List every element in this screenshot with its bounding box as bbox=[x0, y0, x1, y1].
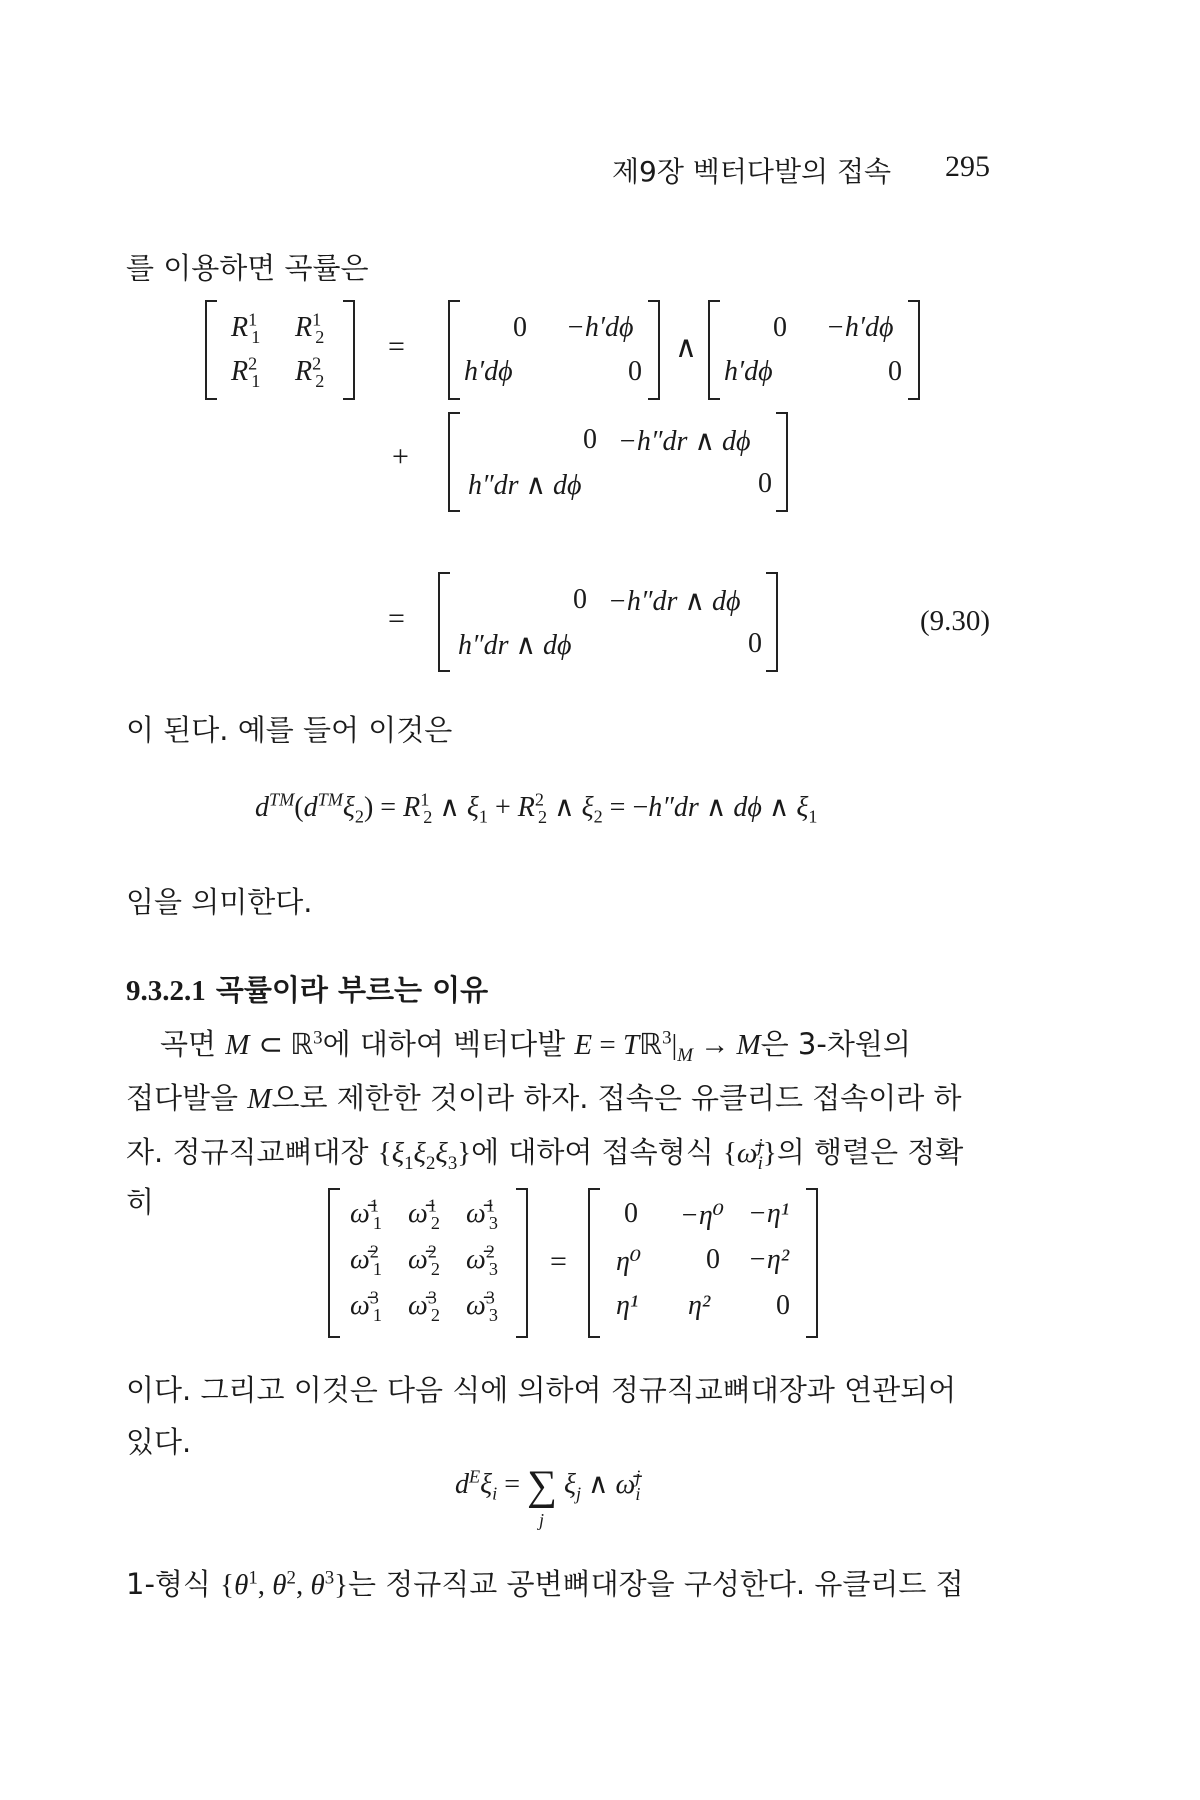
matrix-cell: −h″dr ∧ dϕ bbox=[618, 426, 751, 457]
eta-cell: 0 bbox=[706, 1244, 720, 1275]
omega-matrix bbox=[328, 1188, 528, 1338]
omega-cell: ω̄$^2_3$ bbox=[466, 1241, 498, 1279]
section-heading bbox=[126, 968, 488, 1009]
omega-cell: ω̄$^1_3$ bbox=[466, 1195, 498, 1233]
matrix-cell: h′dϕ bbox=[724, 356, 773, 387]
sum-equation: $d^E\xi_i$ = ∑ j $\xi_j$ ∧ ω̄$^j_i$ bbox=[455, 1463, 641, 1530]
omega-cell: ω̄$^3_3$ bbox=[466, 1287, 498, 1325]
equals-sign: = bbox=[388, 602, 405, 635]
eta-cell: 0 bbox=[776, 1290, 790, 1321]
paragraph-coframe: 1-형식 {$\theta^1$, $\theta^2$, $\theta^3$}는 정규직교 공변뼈대장을 구성한다. 유클리드 접 bbox=[126, 1567, 964, 1601]
wedge-operator: ∧ bbox=[675, 331, 697, 364]
matrix-cell: h″dr ∧ dϕ bbox=[468, 470, 582, 501]
paragraph-intro: 를 이용하면 곡률은 bbox=[126, 251, 369, 285]
section-number: 9.3.2.1 bbox=[126, 975, 206, 1007]
omega-cell: ω̄$^1_2$ bbox=[408, 1195, 440, 1233]
lhs-matrix bbox=[205, 300, 355, 400]
eta-cell: η² bbox=[688, 1290, 711, 1321]
matrix-cell: 0 bbox=[773, 312, 787, 343]
plus-sign: + bbox=[392, 440, 409, 473]
section-line-1: 곡면 M ⊂ ℝ$^3$에 대하여 벡터다발 $E = Tℝ^3|_M \to M$은 3-차원의 bbox=[160, 1027, 911, 1066]
section-line-4: 히 bbox=[126, 1185, 155, 1219]
omega-cell: ω̄$^2_1$ bbox=[350, 1241, 382, 1279]
omega-cell: ω̄$^2_2$ bbox=[408, 1241, 440, 1279]
section-title: 곡률이라 부르는 이유 bbox=[215, 973, 489, 1007]
page-number: 295 bbox=[945, 150, 990, 183]
eta-cell: η⁰ bbox=[616, 1246, 642, 1277]
matrix-b bbox=[708, 300, 920, 400]
section-line-3: 자. 정규직교뼈대장 $\{\xi_1\xi_2\xi_3\}$에 대하여 접속형식 {ω̄$^j_i$}의 행렬은 정확 bbox=[126, 1135, 964, 1174]
paragraph-example: 이 된다. 예를 들어 이것은 bbox=[126, 713, 453, 747]
matrix-cell: h′dϕ bbox=[464, 356, 513, 387]
matrix-cell: −h′dϕ bbox=[826, 312, 894, 343]
matrix-cell: 0 bbox=[748, 628, 762, 659]
matrix-cell: $R^1_2$ bbox=[295, 309, 325, 347]
omega-cell: ω̄$^3_2$ bbox=[408, 1287, 440, 1325]
eta-matrix bbox=[588, 1188, 818, 1338]
matrix-cell: −h′dϕ bbox=[566, 312, 634, 343]
result-matrix bbox=[438, 572, 778, 672]
running-header bbox=[612, 150, 891, 190]
matrix-cell: 0 bbox=[628, 356, 642, 387]
eta-cell: −η² bbox=[748, 1244, 790, 1275]
omega-cell: ω̄$^3_1$ bbox=[350, 1287, 382, 1325]
matrix-cell: $R^2_2$ bbox=[295, 353, 325, 391]
matrix-a bbox=[448, 300, 660, 400]
matrix-cell: 0 bbox=[573, 584, 587, 615]
matrix-cell: 0 bbox=[513, 312, 527, 343]
matrix-cell: 0 bbox=[758, 468, 772, 499]
section-line-2: 접다발을 M으로 제한한 것이라 하자. 접속은 유클리드 접속이라 하 bbox=[126, 1081, 962, 1115]
paragraph-relation-line-2: 있다. bbox=[126, 1425, 192, 1459]
chapter-title: 제9장 벡터다발의 접속 bbox=[612, 155, 892, 188]
equals-sign: = bbox=[550, 1245, 567, 1278]
covariant-derivative-equation: $d™(d™\xi_2) = R^1_2$ ∧ $\xi_1 + R^2_2$ ∧ $\xi_2 = -h''dr$ ∧ dϕ ∧ $\xi_1$ bbox=[255, 789, 818, 827]
paragraph-meaning: 임을 의미한다. bbox=[126, 885, 313, 919]
matrix-cell: $R^1_1$ bbox=[231, 309, 261, 347]
eta-cell: −η¹ bbox=[748, 1198, 790, 1229]
omega-cell: ω̄$^1_1$ bbox=[350, 1195, 382, 1233]
paragraph-relation-line-1: 이다. 그리고 이것은 다음 식에 의하여 정규직교뼈대장과 연관되어 bbox=[126, 1373, 957, 1407]
matrix-cell: 0 bbox=[583, 424, 597, 455]
matrix-cell: h″dr ∧ dϕ bbox=[458, 630, 572, 661]
eta-cell: 0 bbox=[624, 1198, 638, 1229]
matrix-cell: −h″dr ∧ dϕ bbox=[608, 586, 741, 617]
equals-sign: = bbox=[388, 330, 405, 363]
eta-cell: η¹ bbox=[616, 1290, 639, 1321]
equation-label: (9.30) bbox=[920, 605, 991, 637]
matrix-c bbox=[448, 412, 788, 512]
matrix-cell: $R^2_1$ bbox=[231, 353, 261, 391]
eta-cell: −η⁰ bbox=[680, 1200, 725, 1231]
matrix-cell: 0 bbox=[888, 356, 902, 387]
